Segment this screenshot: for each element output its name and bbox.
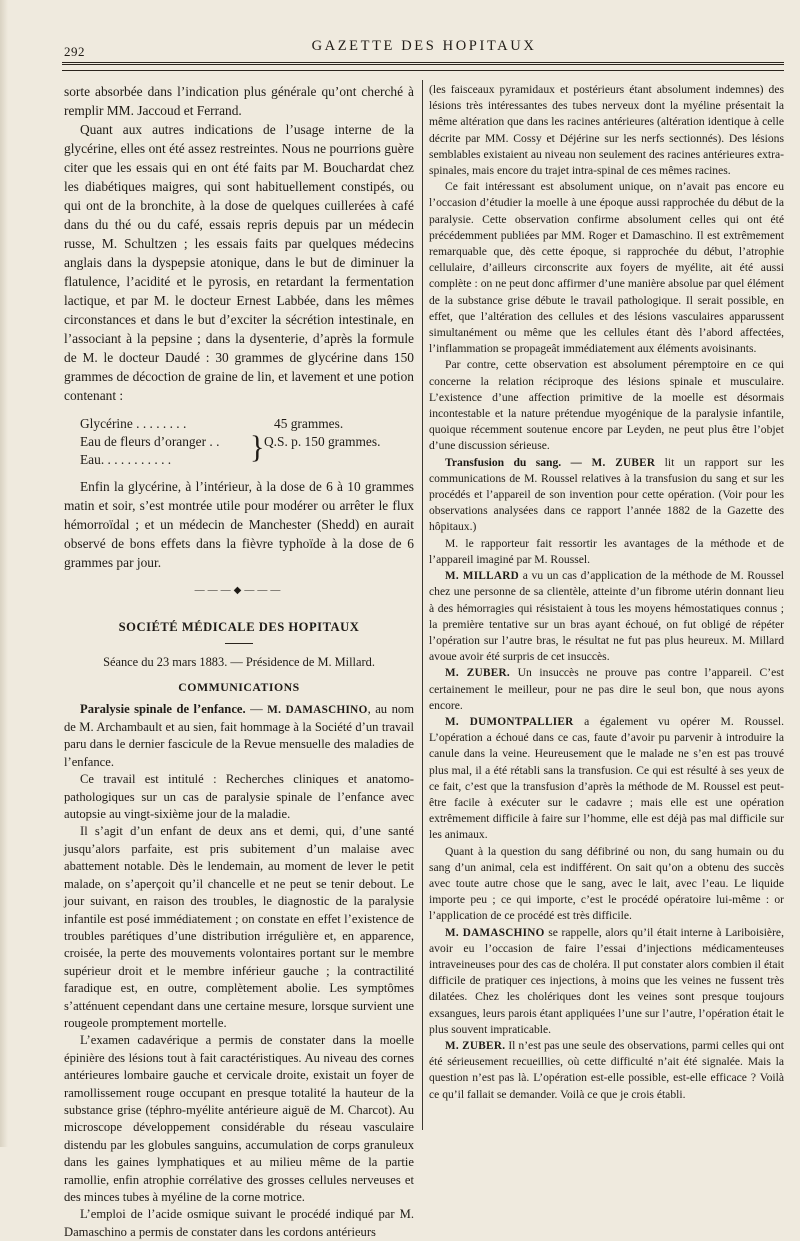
paragraph	[429, 665, 784, 714]
header-double-rule	[62, 62, 784, 65]
paragraph	[429, 925, 784, 1038]
speaker-name: M. ZUBER.	[445, 1039, 506, 1052]
speaker-name: M. DUMONTPALLIER	[445, 715, 574, 728]
paragraph-text: Il n’est pas une seule des observations, parmi celles qui ont été sérieusement recueillies, où cette difficulté n’ait été signalée. Mais la question n’est pas là. L’opération est-elle possible, est-elle efficace ? Voilà ce qu’il fallait se demander. Voilà ce que je crois établi.	[429, 1038, 784, 1101]
brace-glyph: }	[250, 430, 265, 465]
paragraph	[429, 568, 784, 665]
speaker-name: M. DAMASCHINO	[267, 703, 368, 716]
paragraph: Quant aux autres indications de l’usage interne de la glycérine, elles ont été assez restreintes. Nous ne pourrions guère citer que les essais qui en ont été faits par M. Bouchardat chez les diabétiques maigres, qui sont habituellement constipés, ou qui ont de la bronchite, à la dose de quelques cuillerées à café dans du thé ou du café, essais repris depuis par un médecin russe, M. Schultzen ; les essais faits par quelques médecins anglais dans la dyspepsie atonique, dans le but de diminuer la flatulence, l’acidité et le pyrosis, en retardant la fermentation lactique, et par M. le docteur Ernest Labbée, dans les mêmes circonstances et dans le but d’exciter la sécrétion intestinale, en l’associant à la pepsine ; dans la dysenterie, d’après la formule de M. le docteur Daudé : 30 grammes de glycérine dans 150 grammes de décoction de graine de lin, et lavement et une potion contenant :	[64, 122, 414, 403]
paragraph: L’examen cadavérique a permis de constater dans la moelle épinière des lésions tout à fait caractéristiques. Au niveau des cornes antérieures lombaire gauche et cervicale droite, existait un foyer de ramollissement rouge occupant en presque totalité la hauteur de la substance grise (téphro-myélite antérieure aiguë de M. Charcot). Au microscope développement considérable du réseau vasculaire distendu par les globules sanguins, accumulation de corps granuleux dans les gaines lymphatiques et au milieu même de la partie ramollie, enfin atrophie corrélative des grosses cellules nerveuses et des minces tubes à myéline de la corne motrice.	[64, 1033, 414, 1204]
right-column	[429, 82, 784, 1103]
page-header	[64, 36, 784, 60]
section-title: SOCIÉTÉ MÉDICALE DES HOPITAUX	[118, 620, 360, 635]
paragraph	[429, 714, 784, 844]
paragraph: Ce fait intéressant est absolument unique, on n’avait pas encore eu l’occasion d’étudier la moelle à une époque aussi rapprochée du début de la paralysie. Cette observation confirme absolument celles qui ont été précédemment publiées par MM. Roger et Damaschino. Il est extrêmement remarquable que, dès cette époque, si rapprochée du début, l’atrophie cellulaire, d’ailleurs circonscrite aux foyers de myélite, ait été aussi complète : on ne peut donc affirmer d’une manière absolue par quel élément de la substance grise débute le travail pathologique. Il serait possible, en effet, que l’altération des cellules et des lésions vasculaires apparussent simultanément ou même que les cellules étant dès l’abord affectées, l’inflammation se propageât immédiatement aux éléments avoisinants.	[429, 180, 784, 356]
speaker-name: M. MILLARD	[445, 570, 520, 583]
prescription-formula	[64, 415, 414, 469]
speaker-name: M. ZUBER.	[445, 667, 510, 680]
paragraph: Ce travail est intitulé : Recherches cliniques et anatomo-pathologiques sur un cas de paralysie spinale de l’enfance avec autopsie au vingt-sixième jour de la maladie.	[64, 772, 414, 822]
page-number: 292	[64, 44, 85, 59]
formula-quantity: 45 grammes.	[274, 416, 344, 431]
paragraph	[429, 455, 784, 536]
formula-line: Eau de fleurs d’oranger . .	[80, 434, 220, 449]
formula-line: Eau. . . . . . . . . . .	[80, 452, 172, 467]
running-title: GAZETTE DES HOPITAUX	[311, 38, 537, 54]
formula-line: Glycérine . . . . . . . .	[80, 416, 187, 431]
communications-heading: COMMUNICATIONS	[178, 680, 300, 695]
paragraph: sorte absorbée dans l’indication plus générale qu’ont cherché à remplir MM. Jaccoud et Ferrand.	[64, 84, 414, 118]
topic-title: Transfusion du sang.	[445, 455, 562, 469]
paragraph-text: lit un rapport sur les communications de M. Roussel relatives à la transfusion du sang et sur les procédés et l’appareil de son invention pour cette opération. (Voir pour les observations analysées dans ce rapport l’année 1882 de la Gazette des hôpitaux.)	[429, 455, 784, 534]
paragraph: L’emploi de l’acide osmique suivant le procédé indiqué par M. Damaschino a permis de constater dans les cordons antérieurs	[64, 1207, 414, 1239]
header-rule	[62, 70, 784, 71]
paragraph-text: a également vu opérer M. Roussel. L’opération a échoué dans ce cas, faute d’avoir pu parvenir à introduire la canule dans la veine. Heureusement que le malade ne s’en est pas trouvé plus mal, il a été rétabli sans la transfusion. Ce qui est résulté à ses yeux de ce fait, c’est que la transfusion d’après la méthode de M. Roussel est peut-être facile à exécuter sur le cadavre ; mais elle est une opération extrêmement difficile à faire sur l’homme, elle est déjà pas mal difficile sur les animaux.	[429, 714, 784, 842]
ornament-divider: ———◆———	[194, 585, 284, 596]
speaker-name: M. DAMASCHINO	[445, 926, 545, 939]
left-column	[64, 82, 414, 1241]
page-edge	[0, 0, 8, 1147]
paragraph-text: a vu un cas d’application de la méthode de M. Roussel chez une personne de sa clientèle, atteinte d’un fibrome utérin donnant lieu à des hémorragies qui résistaient à tous les moyens hémostatiques connus ; la première tentative sur un bras ayant échoué, on fut obligé de répéter l’opération sur l’autre bras, le résultat ne fut pas plus heureux. M. Millard avoue avoir été surpris de cet insuccès.	[429, 569, 784, 664]
paragraph: Quant à la question du sang défibriné ou non, du sang humain ou du sang d’un animal, cela est indifférent. On sait qu’on a obtenu des succès avec toute autre chose que le sang, avec le lait, avec l’eau. Le liquide importe peu ; ce qui importe, c’est le procédé opératoire lui-même : or l’application de ce procédé est très difficile.	[429, 844, 784, 923]
formula-quantity: Q.S. p. 150 grammes.	[264, 434, 381, 449]
paragraph: Par contre, cette observation est absolument péremptoire en ce qui concerne la relation réciproque des lésions spinale et musculaire. L’existence d’une affection primitive de la moelle est désormais incontestable et la nature prétendue myogénique de la paralysie infantile, quoique récemment soutenue encore par Leyden, ne peut plus être l’objet d’une discussion sérieuse.	[429, 358, 784, 453]
short-rule	[225, 643, 253, 644]
paragraph: (les faisceaux pyramidaux et postérieurs étant absolument indemnes) des lésions très intéressantes des tubes nerveux dont la myéline présentait la même altération que dans les racines antérieures (altération identique à celle décrite par MM. Cossy et Déjérine sur les nerfs sectionnés). Des lésions semblables existaient au niveau non seulement des racines antérieures extra-spinales, mais encore du trajet intra-spinal de ces mêmes racines.	[429, 83, 784, 178]
paragraph: Paralysie spinale de l’enfance. — M. DAMASCHINO, au nom de M. Archambault et au sien, fait hommage à la Société d’un travail paru dans le dernier fascicule de la Revue mensuelle des maladies de l’enfance.	[64, 701, 414, 769]
session-line: Séance du 23 mars 1883. — Présidence de M. Millard.	[103, 654, 375, 669]
paragraph-text: se rappelle, alors qu’il était interne à Lariboisière, avoir eu l’occasion de faire l’essai d’injections médicamenteuses intraveineuses pour des cas de choléra. Il put constater alors combien il était difficile de pratiquer ces injections, à moins que les veines ne fussent très dilatées. Chez les cholériques dont les veines sont presque toujours exsangues, leurs parois étant appliquées l’une sur l’autre, l’opération était le plus souvent impraticable.	[429, 925, 784, 1036]
paragraph	[429, 1038, 784, 1103]
paragraph-text: , au nom de M. Archambault et au sien, fait hommage à la Société d’un travail paru dans le dernier fascicule de la Revue mensuelle des maladies de l’enfance.	[64, 701, 414, 769]
paragraph: Il s’agit d’un enfant de deux ans et demi, qui, d’une santé jusqu’alors parfaite, est pris subitement d’un malaise avec abattement notable. Dès le lendemain, au moment de lever le petit malade, on s’aperçoit qu’il chancelle et ne peut se tenir debout. Le jour suivant, en raison des troubles, le diagnostic de la paralysie infantile est posé immédiatement ; on constate en effet l’existence de troubles parétiques d’une distribution irrégulière et, en apparence, croisée, la perte des mouvements volontaires portant sur le membre supérieur droit et le membre inférieur gauche ; la contractilité faradique est, en outre, complètement abolie. Les symptômes s’atténuent cependant dans une certaine mesure, lorsque survient une rougeole promptement mortelle.	[64, 824, 414, 1030]
speaker-name: — M. ZUBER	[570, 456, 656, 469]
column-divider	[422, 80, 423, 1130]
paragraph: Enfin la glycérine, à l’intérieur, à la dose de 6 à 10 grammes matin et soir, s’est montrée utile pour modérer ou arrêter le flux hémorroïdal ; et un médecin de Manchester (Shedd) en aurait observé de bons effets dans la fièvre typhoïde à la dose de 6 grammes par jour.	[64, 479, 414, 570]
paragraph: M. le rapporteur fait ressortir les avantages de la méthode et de l’appareil imaginé par M. Roussel.	[429, 536, 784, 566]
paragraph-text: Un insuccès ne prouve pas contre l’appareil. C’est certainement le meilleur, pour ne pas dire le seul bon, que nous ayons encore.	[429, 666, 784, 712]
topic-title: Paralysie spinale de l’enfance.	[80, 701, 246, 716]
